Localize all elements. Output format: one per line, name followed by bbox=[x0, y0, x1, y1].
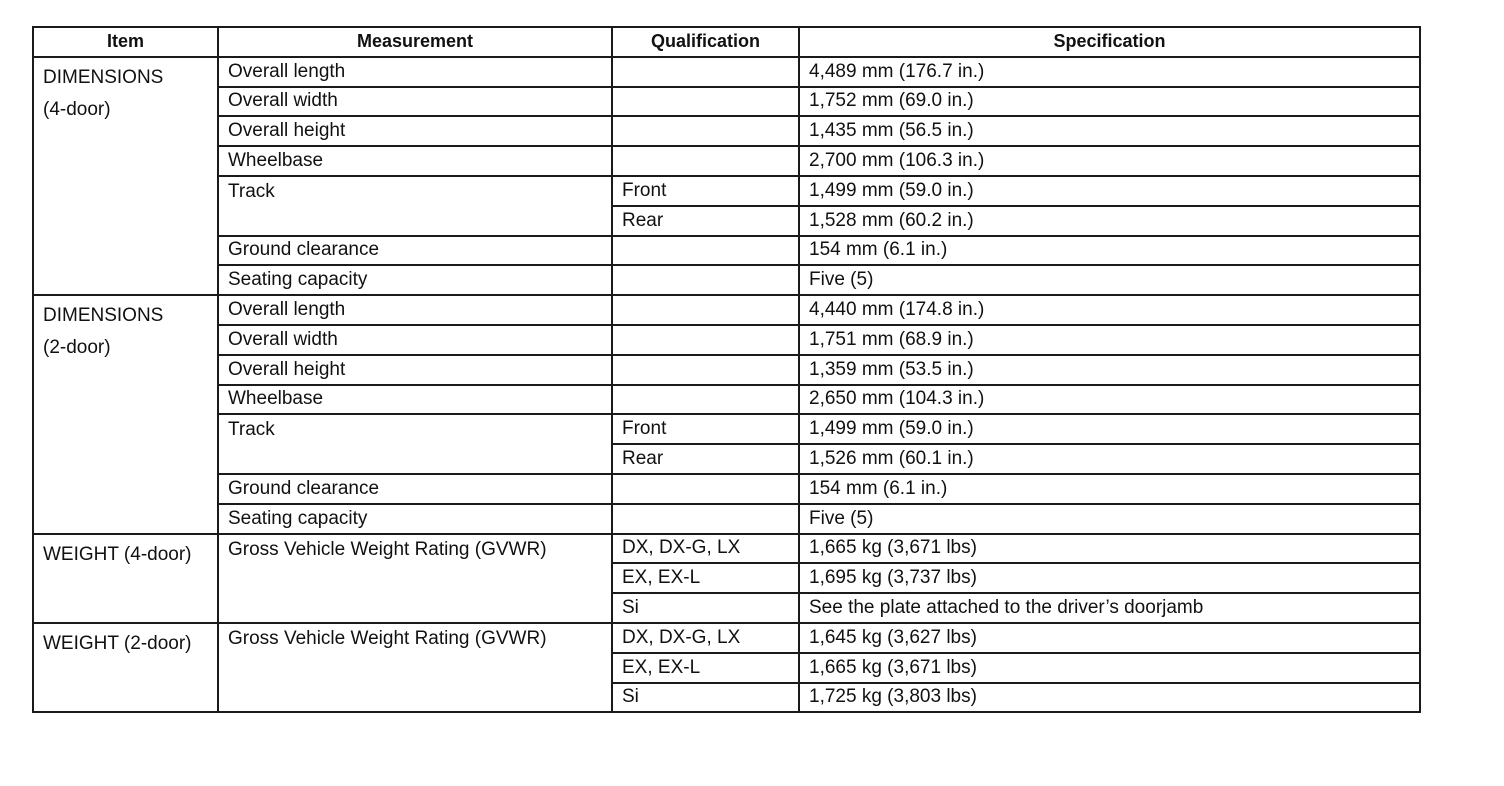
qualification-cell: Rear bbox=[612, 206, 799, 236]
item-cell bbox=[33, 57, 218, 295]
table-row bbox=[33, 355, 1420, 385]
qualification-cell: DX, DX-G, LX bbox=[612, 623, 799, 653]
specifications-table bbox=[32, 26, 1421, 713]
measurement-cell: Gross Vehicle Weight Rating (GVWR) bbox=[218, 534, 612, 623]
specification-cell: 1,499 mm (59.0 in.) bbox=[799, 176, 1420, 206]
measurement-cell: Ground clearance bbox=[218, 236, 612, 266]
specification-cell: 1,499 mm (59.0 in.) bbox=[799, 414, 1420, 444]
header-measurement: Measurement bbox=[218, 27, 612, 57]
item-cell: WEIGHT (4-door) bbox=[33, 534, 218, 623]
measurement-cell: Overall height bbox=[218, 116, 612, 146]
specification-cell: 1,752 mm (69.0 in.) bbox=[799, 87, 1420, 117]
measurement-cell: Seating capacity bbox=[218, 504, 612, 534]
measurement-cell: Overall width bbox=[218, 87, 612, 117]
specification-cell: 2,700 mm (106.3 in.) bbox=[799, 146, 1420, 176]
measurement-cell: Overall width bbox=[218, 325, 612, 355]
item-label: DIMENSIONS bbox=[43, 305, 164, 327]
specification-cell: 1,665 kg (3,671 lbs) bbox=[799, 534, 1420, 564]
specification-cell: 1,665 kg (3,671 lbs) bbox=[799, 653, 1420, 683]
specification-cell: 1,645 kg (3,627 lbs) bbox=[799, 623, 1420, 653]
item-sublabel: (2-door) bbox=[43, 337, 111, 359]
measurement-cell: Overall height bbox=[218, 355, 612, 385]
qualification-cell: EX, EX-L bbox=[612, 563, 799, 593]
specification-cell: Five (5) bbox=[799, 504, 1420, 534]
header-specification: Specification bbox=[799, 27, 1420, 57]
measurement-cell: Wheelbase bbox=[218, 385, 612, 415]
qualification-cell bbox=[612, 504, 799, 534]
item-cell bbox=[33, 295, 218, 533]
header-row bbox=[33, 27, 1420, 57]
measurement-cell: Ground clearance bbox=[218, 474, 612, 504]
qualification-cell: DX, DX-G, LX bbox=[612, 534, 799, 564]
specification-cell: 1,695 kg (3,737 lbs) bbox=[799, 563, 1420, 593]
specification-cell: 1,526 mm (60.1 in.) bbox=[799, 444, 1420, 474]
item-cell: WEIGHT (2-door) bbox=[33, 623, 218, 712]
specification-cell: 154 mm (6.1 in.) bbox=[799, 474, 1420, 504]
qualification-cell bbox=[612, 474, 799, 504]
table-row bbox=[33, 623, 1420, 653]
measurement-cell: Overall length bbox=[218, 295, 612, 325]
specification-cell: See the plate attached to the driver’s doorjamb bbox=[799, 593, 1420, 623]
qualification-cell bbox=[612, 116, 799, 146]
qualification-cell bbox=[612, 87, 799, 117]
qualification-cell: Si bbox=[612, 683, 799, 713]
table-row bbox=[33, 534, 1420, 564]
qualification-cell bbox=[612, 265, 799, 295]
table-row bbox=[33, 474, 1420, 504]
table-row bbox=[33, 414, 1420, 444]
measurement-cell: Track bbox=[218, 414, 612, 474]
qualification-cell bbox=[612, 355, 799, 385]
qualification-cell bbox=[612, 325, 799, 355]
item-label: DIMENSIONS bbox=[43, 66, 164, 88]
measurement-cell: Wheelbase bbox=[218, 146, 612, 176]
specification-cell: 4,489 mm (176.7 in.) bbox=[799, 57, 1420, 87]
measurement-cell: Gross Vehicle Weight Rating (GVWR) bbox=[218, 623, 612, 712]
qualification-cell: EX, EX-L bbox=[612, 653, 799, 683]
specification-cell: 1,528 mm (60.2 in.) bbox=[799, 206, 1420, 236]
header-item: Item bbox=[33, 27, 218, 57]
table-row bbox=[33, 325, 1420, 355]
measurement-cell: Overall length bbox=[218, 57, 612, 87]
qualification-cell: Front bbox=[612, 414, 799, 444]
qualification-cell bbox=[612, 236, 799, 266]
qualification-cell: Rear bbox=[612, 444, 799, 474]
specification-cell: 1,725 kg (3,803 lbs) bbox=[799, 683, 1420, 713]
qualification-cell bbox=[612, 146, 799, 176]
table-row bbox=[33, 87, 1420, 117]
specification-cell: 2,650 mm (104.3 in.) bbox=[799, 385, 1420, 415]
qualification-cell bbox=[612, 57, 799, 87]
table-row bbox=[33, 385, 1420, 415]
table-row bbox=[33, 57, 1420, 87]
item-sublabel: (4-door) bbox=[43, 98, 111, 120]
specification-cell: Five (5) bbox=[799, 265, 1420, 295]
measurement-cell: Track bbox=[218, 176, 612, 236]
table-row bbox=[33, 146, 1420, 176]
measurement-cell: Seating capacity bbox=[218, 265, 612, 295]
table-row bbox=[33, 265, 1420, 295]
qualification-cell bbox=[612, 385, 799, 415]
table-row bbox=[33, 295, 1420, 325]
header-qualification: Qualification bbox=[612, 27, 799, 57]
specification-cell: 1,359 mm (53.5 in.) bbox=[799, 355, 1420, 385]
specification-cell: 4,440 mm (174.8 in.) bbox=[799, 295, 1420, 325]
specification-cell: 154 mm (6.1 in.) bbox=[799, 236, 1420, 266]
qualification-cell: Si bbox=[612, 593, 799, 623]
qualification-cell: Front bbox=[612, 176, 799, 206]
table-row bbox=[33, 236, 1420, 266]
table-row bbox=[33, 116, 1420, 146]
specification-cell: 1,751 mm (68.9 in.) bbox=[799, 325, 1420, 355]
table-row bbox=[33, 176, 1420, 206]
specification-cell: 1,435 mm (56.5 in.) bbox=[799, 116, 1420, 146]
qualification-cell bbox=[612, 295, 799, 325]
table-row bbox=[33, 504, 1420, 534]
